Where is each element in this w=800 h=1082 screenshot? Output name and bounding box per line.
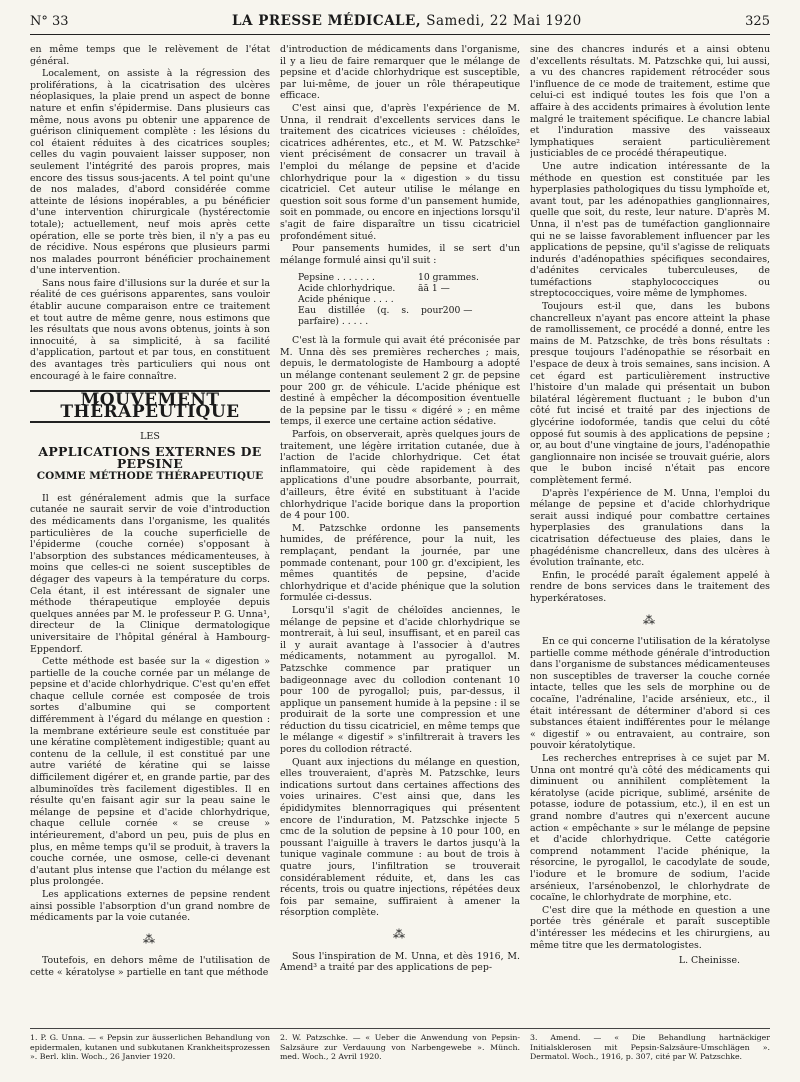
formula-ingredient: Eau distillée (q. s. pour parfaire) . . . . . <box>298 305 443 328</box>
issue-number: N° 33 <box>30 13 69 29</box>
paragraph: M. Patzschke ordonne les pansements humides, de préférence, pour la nuit, les remplaçant, pendant la journée, par une pommade contenant, pour 100 gr. d'excipient, les mêmes quantités de pepsine, d'acide chlorhydrique et d'acide phénique que la solution formulée ci-dessus. <box>280 522 520 604</box>
formula-quantity <box>418 294 498 305</box>
column-2 <box>280 44 520 1019</box>
paragraph: Il est généralement admis que la surface cutanée ne saurait servir de voie d'introduction des médicaments dans l'organisme, les qualités particulières de la couche superficielle de l'épiderme (couche cornée) s'opposant à l'absorption des substances médicamenteuses, à moins que celles-ci ne soient susceptibles de dégager des vapeurs à la température du corps. Cela étant, il est intéressant de signaler une méthode thérapeutique employée depuis quelques années par M. le professeur P. G. Unna¹, directeur de la Clinique dermatologique universitaire de l'hôpital général à Hambourg-Eppendorf. <box>30 492 270 655</box>
formula-ingredient: Acide phénique . . . . <box>298 294 394 306</box>
paragraph: Les recherches entreprises à ce sujet par M. Unna ont montré qu'à côté des médicaments qui diminuent ou annihilent complètement la kératolyse (acide picrique, sublimé, arsénite de potasse, iodure de potassium, etc.), il en est un grand nombre d'autres qui n'exercent aucune action « empêchante » sur le mélange de pepsine et d'acide chlorhydrique. Cette catégorie comprend notamment l'acide phénique, la résorcine, le pyrogallol, le cacodylate de soude, l'iodure et le bromure de sodium, l'acide arsénieux, l'arsénobenzol, le chlorhydrate de cocaïne, le chlorhydrate de morphine, etc. <box>530 753 770 904</box>
paragraph: Quant aux injections du mélange en question, elles trouveraient, d'après M. Patzschke, leurs indications surtout dans certaines affections des voies urinaires. C'est ainsi que, dans les épididymites blennorragiques qui présentent encore de l'induration, M. Patzschke injecte 5 cmc de la solution de pepsine à 10 pour 100, en poussant l'aiguille à travers le dartos jusqu'à la tunique vaginale commune : au bout de trois à quatre jours, l'infiltration se trouverait considérablement réduite, et, dans les cas récents, trois ou quatre injections, répétées deux fois par semaine, suffiraient à amener la résorption complète. <box>280 756 520 919</box>
issue-date: Samedi, 22 Mai 1920 <box>426 13 582 29</box>
paragraph: Localement, on assiste à la régression des proliférations, à la cicatrisation des ulcères néoplasiques, la plaie prend un aspect de bonne nature et enfin s'épidermise. Dans plusieurs cas même, nous avons pu obtenir une apparence de guérison cliniquement complète : les lésions du col étaient réduites à des cicatrices souples; celles du vagin pouvaient laisser supposer, non seulement l'intégrité des parois propres, mais encore des tissus sous-jacents. A tel point qu'une de nos malades, d'abord considérée comme atteinte de lésions inopérables, a pu bénéficier d'une intervention chirurgicale (hystérectomie totale); actuellement, neuf mois après cette opération, elle se porte très bien, il n'y a pas eu de récidive. Nous espérons que plusieurs parmi nos malades pourront bénéficier prochainement d'une intervention. <box>30 68 270 277</box>
paragraph: D'après l'expérience de M. Unna, l'emploi du mélange de pepsine et d'acide chlorhydrique serait aussi indiqué pour combattre certaines hyperplasies des granulations dans la cicatrisation défectueuse des plaies, dans le phagédénisme chancrelleux, dans des ulcères à évolution traînante, etc. <box>530 487 770 569</box>
paragraph: C'est là la formule qui avait été préconisée par M. Unna dès ses premières recherches ; mais, depuis, le dermatologiste de Hambourg a adopté un mélange contenant seulement 2 gr. de pepsine pour 200 gr. de véhicule. L'acide phénique est destiné à empêcher la décomposition éventuelle de la pepsine par le tissu « digéré » ; en même temps, il exerce une certaine action sédative. <box>280 335 520 428</box>
formula-ingredient: Pepsine . . . . . . . <box>298 272 375 284</box>
paragraph: sine des chancres indurés et a ainsi obtenu d'excellents résultats. M. Patzschke qui, lui aussi, a vu des chancres rapidement rétrocéder sous l'influence de ce mode de traitement, estime que celui-ci est indiqué toutes les fois que l'on a affaire à des accidents primaires à évolution lente malgré le traitement spécifique. Le chancre labial et l'induration massive des vaisseaux lymphatiques seraient particulièrement justiciables de ce procédé thérapeutique. <box>530 44 770 160</box>
paragraph: C'est ainsi que, d'après l'expérience de M. Unna, il rendrait d'excellents services dans le traitement des cicatrices vicieuses : chéloïdes, cicatrices adhérentes, etc., et M. W. Patzschke² vient précisément de consacrer un travail à l'emploi du mélange de pepsine et d'acide chlorhydrique pour la « digestion » du tissu cicatriciel. Cet auteur utilise le mélange en question soit sous forme d'un pansement humide, soit en pommade, ou encore en injections lorsqu'il s'agit de faire disparaître un tissu cicatriciel profondément situé. <box>280 102 520 242</box>
asterism-divider: ⁂ <box>643 612 657 627</box>
paragraph: Sous l'inspiration de M. Unna, et dès 1916, M. Amend³ a traité par des applications de pep- <box>280 950 520 974</box>
asterism-divider: ⁂ <box>393 926 407 941</box>
paragraph: Sans nous faire d'illusions sur la durée et sur la réalité de ces guérisons apparentes, sans vouloir établir aucune comparaison entre ce traitement et tout autre de même genre, nous estimons que les résultats que nous avons obtenus, joints à son innocuité, à sa simplicité, à sa facilité d'application, partout et par tous, en constituent des avantages très particuliers qui nous ont encouragé à le faire connaître. <box>30 277 270 382</box>
paragraph: Parfois, on observerait, après quelques jours de traitement, une légère irritation cutanée, due à l'action de l'acide chlorhydrique. Cet état inflammatoire, qui cède rapidement à des applications d'une poudre absorbante, pourrait, d'ailleurs, être évité en substituant à l'acide chlorhydrique l'acide borique dans la proportion de 4 pour 100. <box>280 429 520 522</box>
footnote-3: 3. Amend. — « Die Behandlung hartnäckiger Initialsklerosen mit Pepsin-Salzsäure-Umschlägen ». Dermatol. Woch., 1916, p. 307, cité par W. Patzschke. <box>530 1033 770 1061</box>
article-subtitle: COMME MÉTHODE THÉRAPEUTIQUE <box>36 470 264 483</box>
paragraph: en même temps que le relèvement de l'état général. <box>30 44 270 67</box>
page-number: 325 <box>745 13 770 29</box>
paragraph: Les applications externes de pepsine rendent ainsi possible l'absorption d'un grand nombre de médicaments par la voie cutanée. <box>30 888 270 924</box>
author-signature: L. Cheinisse. <box>678 955 740 967</box>
page-header <box>30 8 770 35</box>
journal-name: LA PRESSE MÉDICALE, <box>232 13 422 29</box>
footnote-1: 1. P. G. Unna. — « Pepsin zur äusserlichen Behandlung von epidermalen, kutanen und subkutanen Krankheitsprozessen ». Berl. klin. Woch., 26 Janvier 1920. <box>30 1033 270 1061</box>
article-heading-les: LES <box>140 431 160 443</box>
paragraph: C'est dire que la méthode en question a une portée très générale et paraît susceptible d'intéresser les médecins et les chirurgiens, au même titre que les dermatologistes. <box>530 904 770 951</box>
formula-ingredient: Acide chlorhydrique. <box>298 283 396 295</box>
paragraph: En ce qui concerne l'utilisation de la kératolyse partielle comme méthode générale d'introduction dans l'organisme de substances médicamenteuses non susceptibles de traverser la couche cornée intacte, telles que les sels de morphine ou de cocaïne, l'adrénaline, l'acide arsénieux, etc., il était intéressant de déterminer d'abord si ces substances étaient indifférentes pour le mélange « digestif » ou entravaient, au contraire, son pouvoir kératolytique. <box>530 636 770 752</box>
footnote-2: 2. W. Patzschke. — « Ueber die Anwendung von Pepsin-Salzsäure zur Verdauung von Narbengewebe ». Münch. med. Woch., 2 Avril 1920. <box>280 1033 520 1061</box>
formula-quantity: āā 1 — <box>418 283 450 295</box>
article-columns <box>30 44 770 1019</box>
paragraph: Toujours est-il que, dans les bubons chancrelleux n'ayant pas encore atteint la phase de ramollissement, ce procédé a donné, entre les mains de M. Patzschke, de très bons résultats : presque toujours l'adénopathie se résorbait en l'espace de deux à trois semaines, sans incision. A cet égard est particulièrement instructive l'histoire d'un malade qui présentait un bubon bilatéral légèrement fluctuant ; le bubon d'un côté fut incisé et traité par des injections de glycérine iodoformée, tandis que celui du côté opposé fut soumis à des applications de pepsine ; or, au bout d'une vingtaine de jours, l'adénopathie ganglionnaire non incisée se trouvait guérie, alors que le bubon incisé n'était pas encore complètement fermé. <box>530 301 770 486</box>
paragraph: Une autre indication intéressante de la méthode en question est constituée par les hyperplasies pathologiques du tissu lymphoïde et, avant tout, par les adénopathies ganglionnaires, quelle que soit, du reste, leur nature. D'après M. Unna, il n'est pas de tuméfaction ganglionnaire qui ne se laisse favorablement influencer par les applications de pepsine, qu'il s'agisse de reliquats indurés d'adénopathies spécifiques secondaires, d'adénites cervicales tuberculeuses, de tuméfactions staphylococciques ou streptococciques, voire même de lymphomes. <box>530 160 770 300</box>
formula-row <box>298 272 520 283</box>
formula-row <box>298 294 520 305</box>
column-1 <box>30 44 270 1019</box>
paragraph: Pour pansements humides, il se sert d'un mélange formulé ainsi qu'il suit : <box>280 243 520 266</box>
journal-title <box>232 13 582 29</box>
paragraph: Enfin, le procédé paraît également appelé à rendre de bons services dans le traitement des hyperkératoses. <box>530 569 770 604</box>
section-title: MOUVEMENT THÉRAPEUTIQUE <box>30 390 270 423</box>
paragraph: d'introduction de médicaments dans l'organisme, il y a lieu de faire remarquer que le mélange de pepsine et d'acide chlorhydrique est susceptible, par lui-même, de jouer un rôle thérapeutique efficace. <box>280 44 520 102</box>
formula-quantity: 10 grammes. <box>418 272 479 284</box>
article-title: APPLICATIONS EXTERNES DE PEPSINE <box>38 444 262 471</box>
asterism-divider: ⁂ <box>143 931 157 946</box>
paragraph: Lorsqu'il s'agit de chéloïdes anciennes, le mélange de pepsine et d'acide chlorhydrique se montrerait, à lui seul, insuffisant, et en pareil cas il y aurait avantage à l'associer à d'autres médicaments, notamment au pyrogallol. M. Patzschke commence par pratiquer un badigeonnage avec du collodion contenant 10 pour 100 de pyrogallol; puis, par-dessus, il applique un pansement humide à la pepsine : il se produirait de la sorte une compression et une réduction du tissu cicatriciel, en même temps que le mélange « digestif » s'infiltrerait à travers les pores du collodion rétracté. <box>280 604 520 756</box>
paragraph: Cette méthode est basée sur la « digestion » partielle de la couche cornée par un mélange de pepsine et d'acide chlorhydrique. C'est qu'en effet chaque cellule cornée est composée de trois sortes d'albumine qui se comportent différemment à l'égard du mélange en question : la membrane extérieure seule est constituée par une kératine complètement indigestible; quant au contenu de la cellule, il est constitué par une autre variété de kératine qui se laisse difficilement digérer et, en grande partie, par des albuminoïdes très facilement digestibles. Il en résulte qu'en faisant agir sur la peau saine le mélange de pepsine et d'acide chlorhydrique, chaque cellule cornée « se creuse » intérieurement, d'abord un peu, puis de plus en plus, en même temps qu'il se produit, à travers la couche cornée, une osmose, celle-ci devenant d'autant plus intense que l'action du mélange est plus prolongée. <box>30 656 270 888</box>
footnotes <box>30 1028 770 1081</box>
article-heading <box>30 431 270 482</box>
formula-table <box>298 272 520 327</box>
formula-row <box>298 305 520 327</box>
column-3 <box>530 44 770 1019</box>
paragraph: Toutefois, en dehors même de l'utilisation de cette « kératolyse » partielle en tant que méthode <box>30 955 270 978</box>
formula-row <box>298 283 520 294</box>
formula-quantity: 200 — <box>442 305 473 317</box>
